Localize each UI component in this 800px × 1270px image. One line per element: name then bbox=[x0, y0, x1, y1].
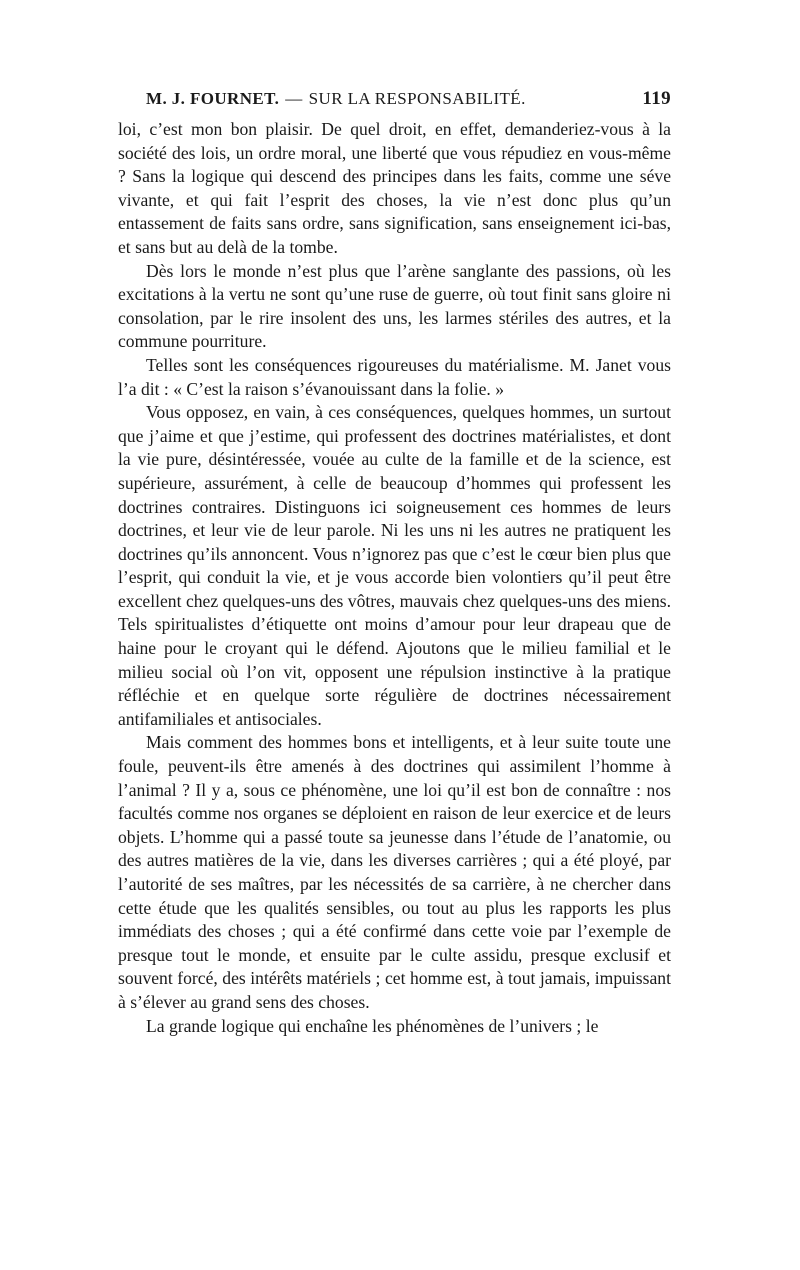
running-title: SUR LA RESPONSABILITÉ. bbox=[308, 89, 526, 108]
running-head-left bbox=[118, 89, 526, 109]
book-page bbox=[118, 88, 671, 1038]
head-separator: — bbox=[285, 89, 303, 108]
paragraph: Telles sont les conséquences rigoureuses du matérialisme. M. Janet vous l’a dit : « C’est la raison s’évanouissant dans la folie. » bbox=[118, 354, 671, 399]
paragraph: loi, c’est mon bon plaisir. De quel droit, en effet, demanderiez-vous à la société des lois, un ordre moral, une liberté que vous répudiez en vous-même ? Sans la logique qui descend des principes dans les faits, comme une séve vivante, et qui fait l’esprit des choses, la vie n’est donc plus qu’un entassement de faits sans ordre, sans signification, sans enseignement ici-bas, et sans but au delà de la tombe. bbox=[118, 119, 671, 257]
paragraph: La grande logique qui enchaîne les phénomènes de l’univers ; le bbox=[146, 1015, 599, 1036]
paragraph: Mais comment des hommes bons et intelligents, et à leur suite toute une foule, peuvent-ils être amenés à des doctrines qui assimilent l’homme à l’animal ? Il y a, sous ce phénomène, une loi qu’il est bon de connaître : nos facultés comme nos organes se déploient en raison de leur exercice et de leurs objets. L’homme qui a passé toute sa jeunesse dans l’étude de l’anatomie, ou des autres matières de la vie, dans les diverses carrières ; qui a été ployé, par l’autorité de ses maîtres, par les nécessités de sa carrière, à ne chercher dans cette étude que les qualités sensibles, ou tout au plus les rapports les plus immédiats des choses ; qui a été confirmé dans cette voie par l’exemple de presque tout le monde, et ensuite par le culte assidu, presque exclusif et souvent forcé, des intérêts matériels ; cet homme est, à tout jamais, impuissant à s’élever au grand sens des choses. bbox=[118, 732, 671, 1012]
author-name: M. J. FOURNET. bbox=[146, 89, 280, 108]
running-head bbox=[118, 88, 671, 116]
body-text bbox=[118, 118, 671, 1038]
paragraph: Dès lors le monde n’est plus que l’arène sanglante des passions, où les excitations à la vertu ne sont qu’une ruse de guerre, où tout finit sans gloire ni consolation, par le rire insolent des uns, les larmes stériles des autres, et la commune pourriture. bbox=[118, 260, 671, 352]
page-number: 119 bbox=[642, 88, 671, 109]
paragraph: Vous opposez, en vain, à ces conséquences, quelques hommes, un surtout que j’aime et que j’estime, qui professent des doctrines matérialistes, et dont la vie pure, désintéressée, vouée au culte de la famille et de la science, est supérieure, assurément, à celle de beaucoup d’hommes qui professent les doctrines contraires. Distinguons ici soigneusement ces hommes de leurs doctrines, et leur vie de leur parole. Ni les uns ni les autres ne pratiquent les doctrines qu’ils annoncent. Vous n’ignorez pas que c’est le cœur bien plus que l’esprit, qui conduit la vie, et je vous accorde bien volontiers qu’il peut être excellent chez quelques-uns des vôtres, mauvais chez quelques-uns des miens. Tels spiritualistes d’étiquette ont moins d’amour pour leur drapeau que de haine pour le croyant qui le défend. Ajoutons que le milieu familial et le milieu social où l’on vit, opposent une répulsion instinctive à la pratique réfléchie et en quelque sorte régulière de doctrines nécessairement antifamiliales et antisociales. bbox=[118, 402, 671, 729]
